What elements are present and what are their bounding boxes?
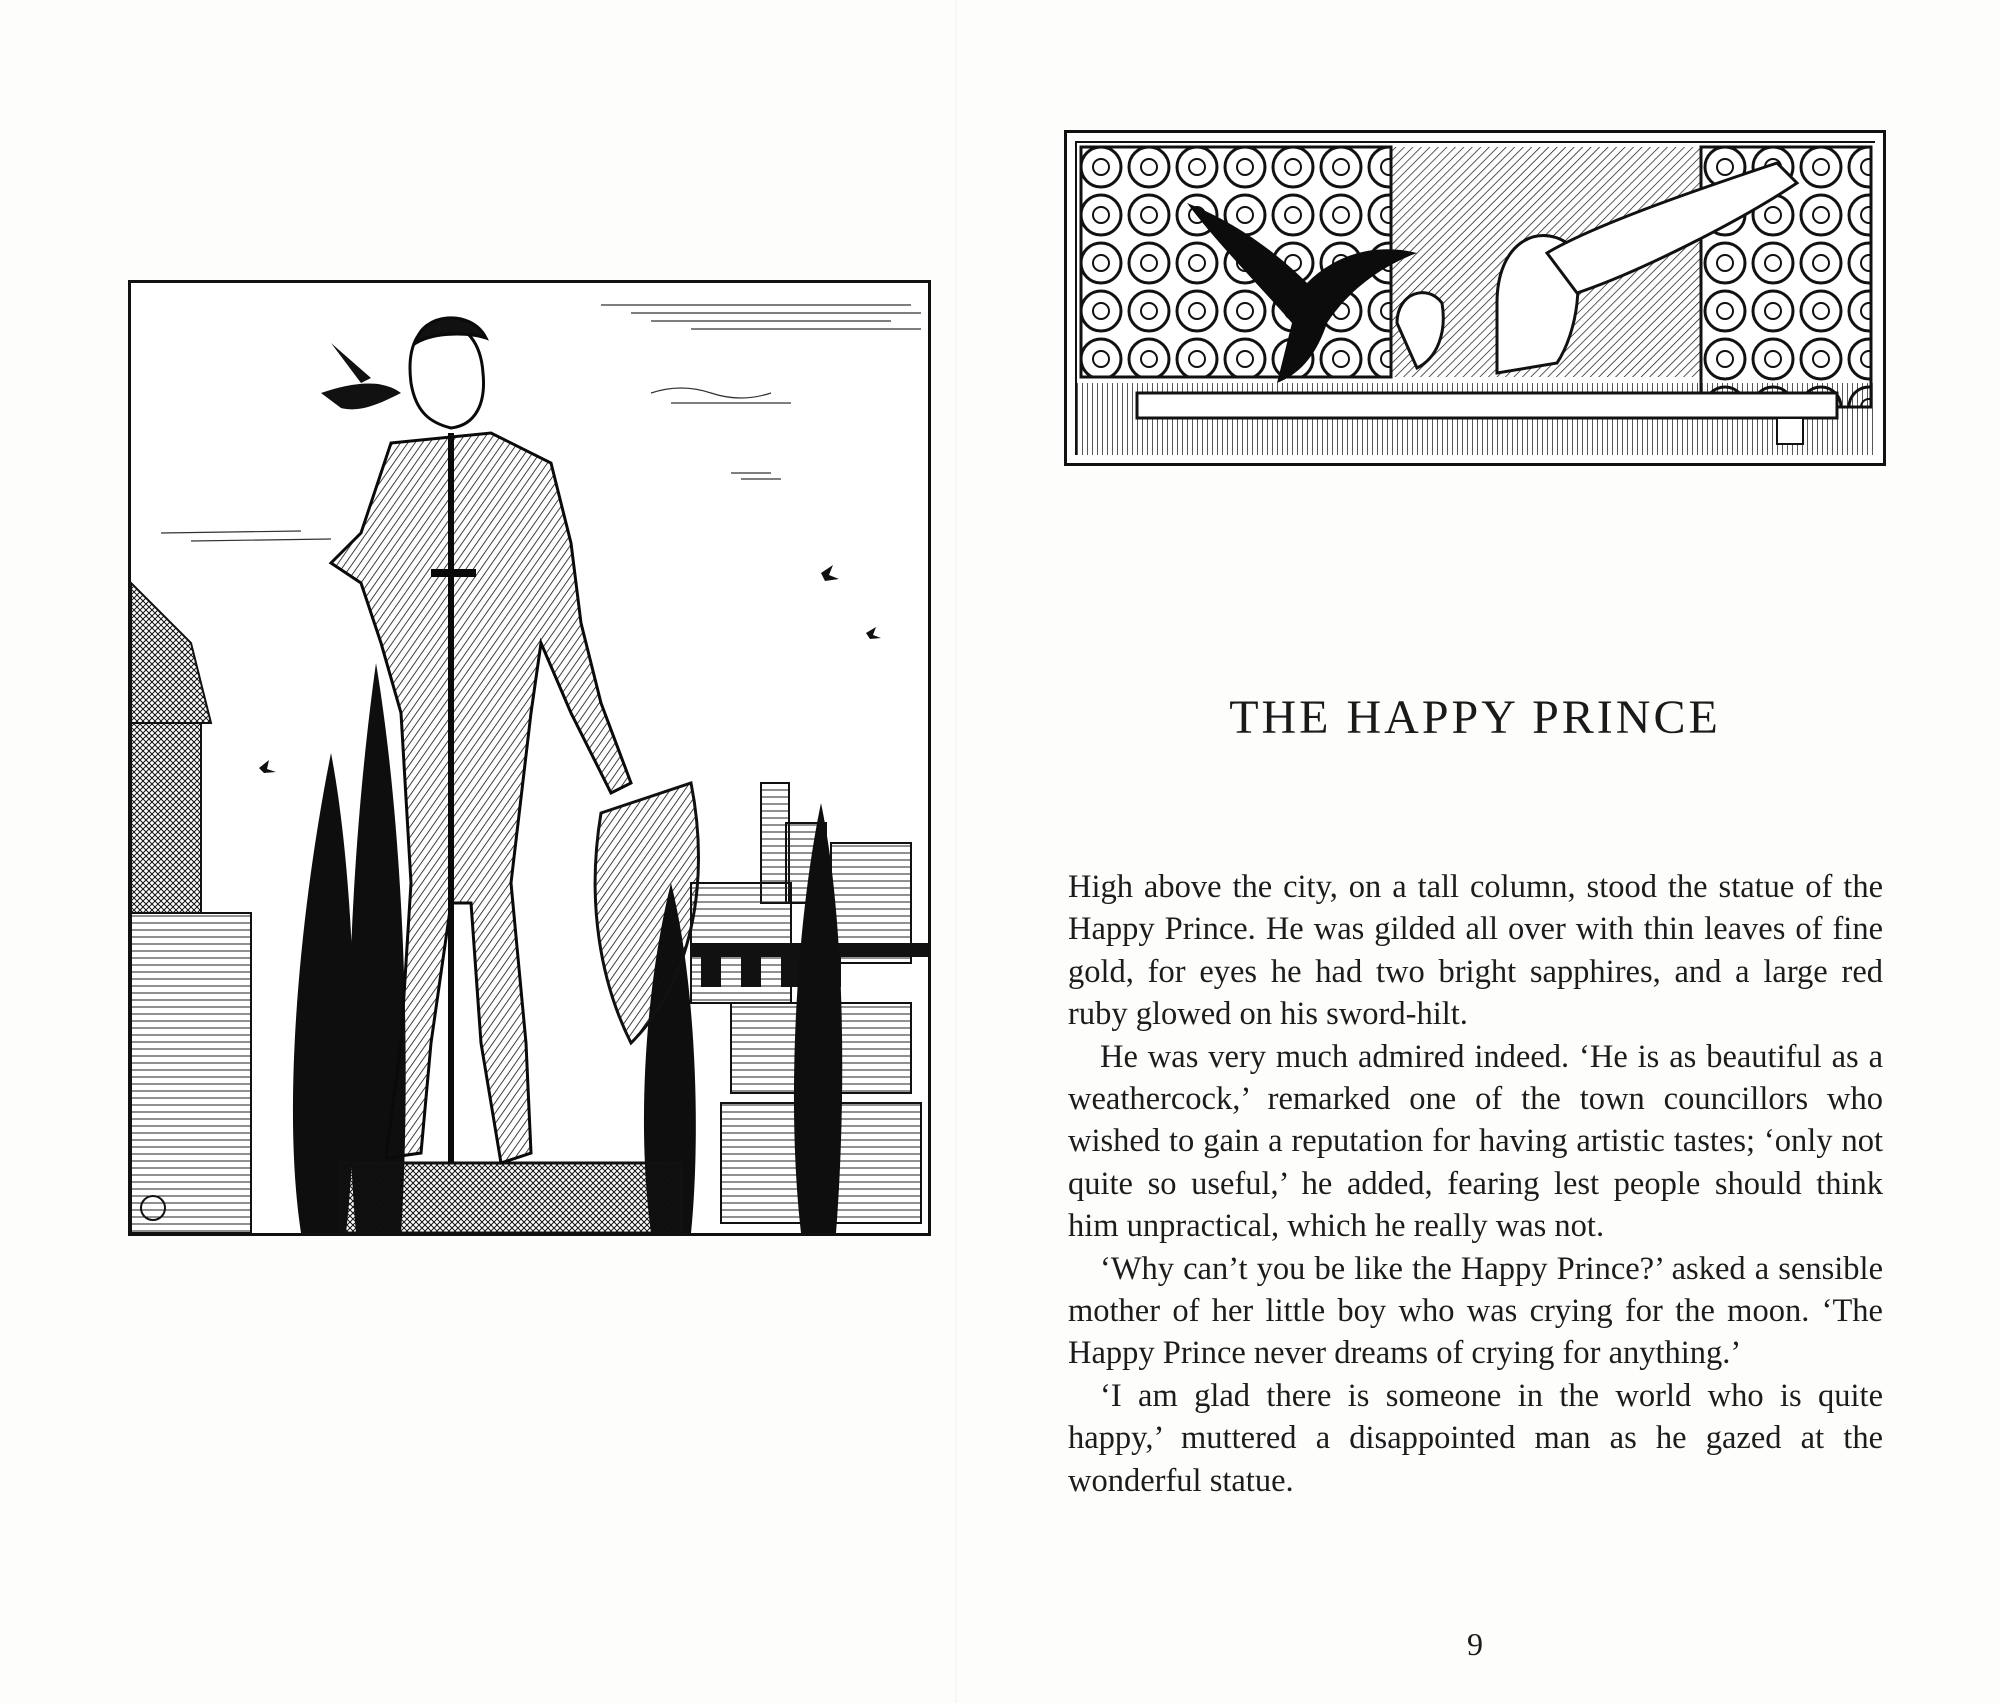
paragraph: ‘I am glad there is someone in the world who is quite happy,’ muttered a disappointed man as he gazed at the wonderful statue. <box>1068 1377 1883 1499</box>
paragraph: High above the city, on a tall column, stood the statue of the Happy Prince. He was gilded all over with thin leaves of fine gold, for eyes he had two bright sapphires, and a large red ruby glowed on his sword-hilt. <box>1068 869 1883 1033</box>
prince-statue-illustration <box>128 280 931 1236</box>
story-text <box>1068 866 1883 1502</box>
paragraph: He was very much admired indeed. ‘He is as beautiful as a weathercock,’ remarked one of the town councillors who wished to gain a reputation for having artistic tastes; ‘only not quite so useful,’ he added, fearing lest people should think him unpractical, which he really was not. <box>1068 1038 1883 1245</box>
headpiece-inner-frame <box>1075 141 1875 455</box>
chapter-title: THE HAPPY PRINCE <box>1229 691 1721 744</box>
swallow-window-headpiece <box>1064 130 1886 466</box>
page-gutter <box>955 0 957 1703</box>
page-number: 9 <box>1467 1626 1483 1662</box>
paragraph: ‘Why can’t you be like the Happy Prince?’ asked a sensible mother of her little boy who was crying for the moon. ‘The Happy Prince never dreams of crying for anything.’ <box>1068 1250 1883 1372</box>
prince-statue-engraving <box>131 283 928 1233</box>
swallow-at-window-engraving <box>1077 143 1875 455</box>
